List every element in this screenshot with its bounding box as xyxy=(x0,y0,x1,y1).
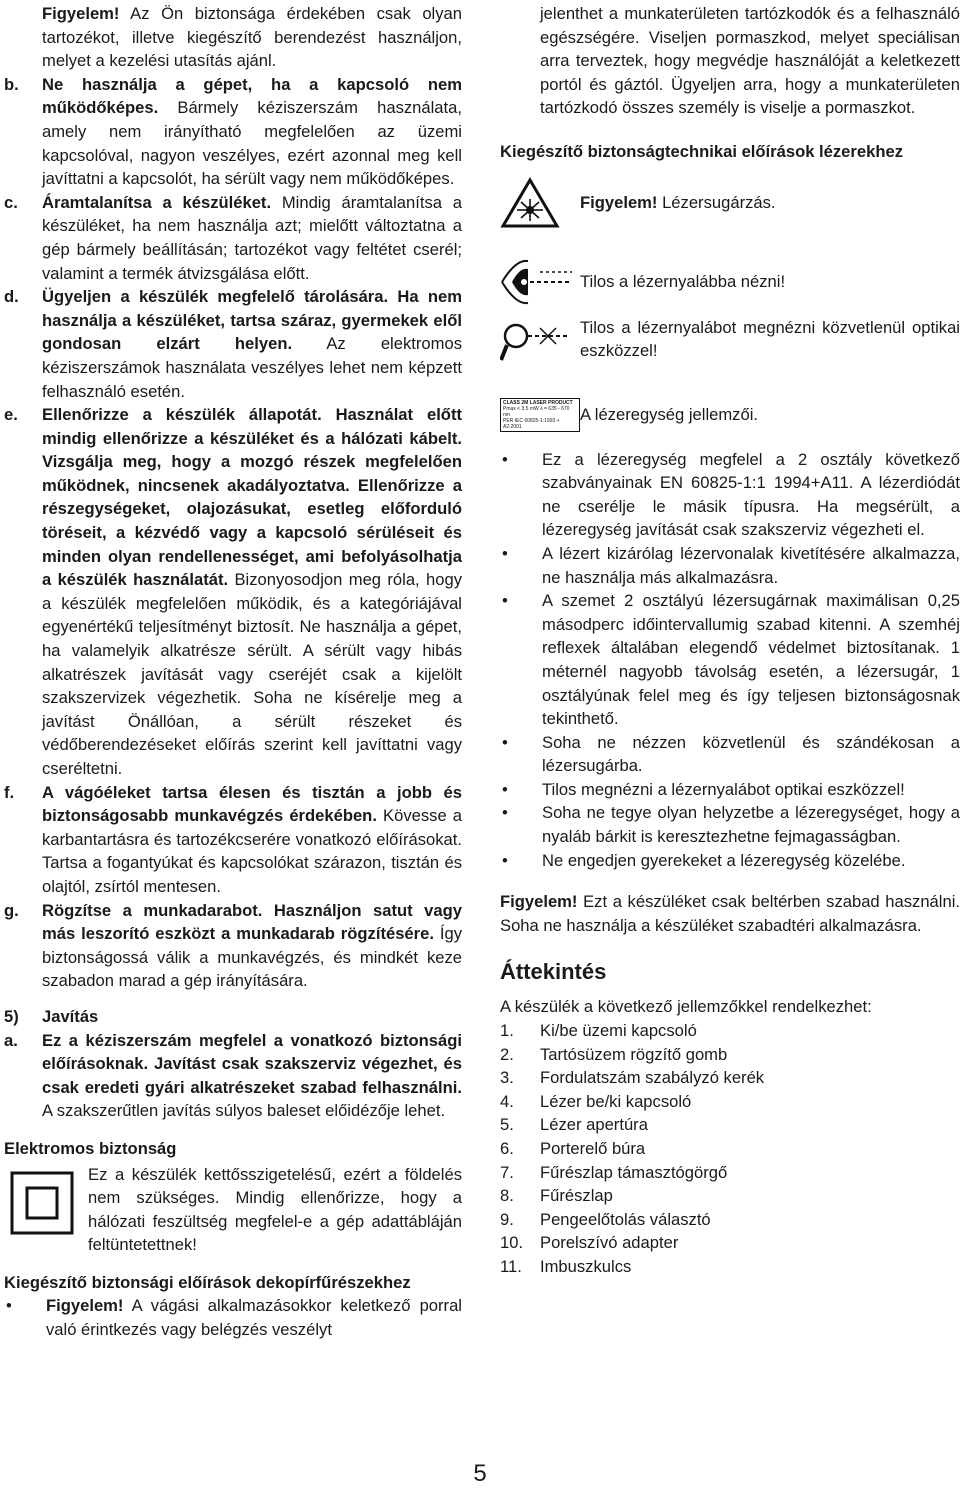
no-optics-row xyxy=(500,316,960,366)
list-item: • Soha ne nézzen közvetlenül és szándékosan a lézersugárba. xyxy=(502,732,960,776)
list-item: 4. Lézer be/ki kapcsoló xyxy=(500,1091,692,1111)
item-f xyxy=(4,781,462,899)
fretsaw-bold: Figyelem! xyxy=(46,1296,124,1316)
no-optics-text: Tilos a lézernyalábot megnézni közvetlenül optikai eszközzel! xyxy=(580,317,960,361)
list-item: 8. Fűrészlap xyxy=(500,1186,613,1206)
page-number: 5 xyxy=(473,1460,487,1487)
dust-continuation: jelenthet a munkaterületen tartózkodók és a felhasználó egészségére. Viseljen pormaszkod, melyet speciálisan arra terveztek, hogy megvédje használóját a keletkezett portól és gáztól. Ügyeljen arra, hogy a munkaterületen tartózkodó összes személy is viselje a pormaszkot. xyxy=(540,4,960,118)
fretsaw-heading: Kiegészítő biztonsági előírások dekopírfűrészekhez xyxy=(4,1272,411,1292)
item-g xyxy=(4,899,462,993)
indoor-bold: Figyelem! xyxy=(500,892,578,912)
item-label: c. xyxy=(4,192,18,212)
section-label: 5) xyxy=(4,1006,19,1026)
indoor-text: Ezt a készüléket csak beltérben szabad használni. Soha ne használja a készüléket szabadtéri alkalmazásra. xyxy=(500,892,960,935)
item-a-bold: Ez a kéziszerszám megfelel a vonatkozó biztonsági előírásoknak. Javítást csak szakszerviz végezhet, és csak eredeti gyári alkatrészeket szabad felhasználni. xyxy=(42,1030,462,1097)
item-c-text: Mindig áramtalanítsa a készüléket, ha nem használja azt; mielőtt változtatna a gép bármely beállításán; tartozékot vagy feltétet cserél; valamint a termék átvizsgálása előtt. xyxy=(42,192,462,283)
item-a-text: A szakszerűtlen javítás súlyos baleset előidézője lehet. xyxy=(42,1101,446,1121)
label-line-3: PER IEC 60825-1:1993 + A2:2001 xyxy=(503,417,560,430)
list-item: • A lézert kizárólag lézervonalak kivetítésére alkalmazza, ne használja más alkalmazásra. xyxy=(502,543,960,587)
section-title: Javítás xyxy=(42,1006,99,1026)
list-item: 5. Lézer apertúra xyxy=(500,1115,648,1135)
laser-warning-row xyxy=(500,174,960,232)
list-item: • Tilos megnézni a lézernyalábot optikai eszközzel! xyxy=(502,779,905,799)
item-e-text: Bizonyosodjon meg róla, hogy a készülék megfelelően működik, és a kategóriájával egyenértékű teljesítményt biztosít. Ne használja a gépet, ha valamelyik alkatrésze sérült. A sérült vagy hibás alkatrészek javítását vagy cseréjét csak a kijelölt szakszervizek végezhetik. Soha ne kísérelje meg a javítást Önállóan, a sérült részeket és védőberendezéseket előírás szerint kell javíttatni vagy cseréltetni. xyxy=(42,570,462,778)
section-5-heading xyxy=(4,1005,462,1029)
item-c xyxy=(4,191,462,285)
list-item: • A szemet 2 osztályú lézersugárnak maximálisan 0,25 másodperc időintervallumig szabad kitenni. A szemhéj reflexek általában elegendő védelmet biztosítanak. 1 méternél nagyobb távolság esetén, a lézersugár, 1 osztályúnak felel meg és így teljesen biztonságosnak tekinthető. xyxy=(502,591,960,729)
list-item: 11. Imbuszkulcs xyxy=(500,1256,632,1276)
laser-label-row xyxy=(500,398,960,432)
no-stare-text: Tilos a lézernyalábba nézni! xyxy=(580,271,786,291)
bullet-mark: • xyxy=(6,1296,12,1316)
list-item: 2. Tartósüzem rögzítő gomb xyxy=(500,1044,728,1064)
magnifier-laser-icon xyxy=(500,316,580,366)
indoor-warning xyxy=(500,890,960,937)
overview-intro: A készülék a következő jellemzőkkel rendelkezhet: xyxy=(500,997,872,1017)
item-f-bold: A vágóéleket tartsa élesen és tisztán a jobb és biztonságosabb munkavégzés érdekében. xyxy=(42,782,462,826)
item-label: g. xyxy=(4,900,19,920)
laser-warning-bold: Figyelem! xyxy=(580,192,658,212)
list-item: 1. Ki/be üzemi kapcsoló xyxy=(500,1021,697,1041)
fretsaw-bullet xyxy=(4,1294,462,1341)
item-label: e. xyxy=(4,405,18,425)
overview-title: Áttekintés xyxy=(500,959,607,985)
list-item: 3. Fordulatszám szabályzó kerék xyxy=(500,1068,765,1088)
item-d-text: Az elektromos kéziszerszámok használata veszélyes lehet nem képzett felhasználó esetén. xyxy=(42,334,462,401)
laser-class-label xyxy=(500,398,580,432)
item-b xyxy=(4,73,462,191)
list-item: 7. Fűrészlap támasztógörgő xyxy=(500,1162,728,1182)
laser-heading: Kiegészítő biztonságtechnikai előírások lézerekhez xyxy=(500,141,903,161)
list-item: • Ne engedjen gyerekeket a lézeregység közelébe. xyxy=(502,850,906,870)
laser-warning-text: Lézersugárzás. xyxy=(657,192,776,212)
double-insulation-icon xyxy=(10,1171,74,1235)
item-c-bold: Áramtalanítsa a készüléket. xyxy=(42,192,272,212)
electrical-text: Ez a készülék kettősszigetelésű, ezért a földelés nem szükséges. Mindig ellenőrizze, hogy a hálózati feszültség megfelel-e a gép adattábláján feltüntetettnek! xyxy=(88,1164,462,1255)
list-item: 9. Pengeelőtolás választó xyxy=(500,1209,711,1229)
left-column xyxy=(4,0,462,1342)
laser-bullets xyxy=(500,448,960,873)
item-d xyxy=(4,285,462,403)
electrical-heading: Elektromos biztonság xyxy=(4,1138,177,1158)
item-label: b. xyxy=(4,74,19,94)
item-g-text: Így biztonságossá válik a munkavégzés, és mindkét keze szabadon marad a gép irányítására. xyxy=(42,924,462,991)
item-d-bold: Ügyeljen a készülék megfelelő tárolására. Ha nem használja a készüléket, tartsa száraz, gyermekek elől gondosan elzárt helyen. xyxy=(42,287,462,354)
intro-paragraph xyxy=(4,2,462,73)
intro-bold: Figyelem! xyxy=(42,4,120,23)
item-b-bold: Ne használja a gépet, ha a kapcsoló nem működőképes. xyxy=(42,74,462,118)
item-a xyxy=(4,1029,462,1123)
list-item: • Ez a lézeregység megfelel a 2 osztály következő szabványainak EN 60825-1:1 1994+A11. A lézerdiódát ne cserélje le másik típusra. Ha megsérült, a lézeregység javítását csak szakszerviz végezheti el. xyxy=(502,449,960,540)
intro-text: Az Ön biztonsága érdekében csak olyan tartozékot, illetve kiegészítő berendezést használjon, melyet a kezelési utasítás ajánl. xyxy=(42,4,462,71)
label-line-2: Pmax < 3.5 mW λ = 635 - 670 nm xyxy=(503,405,570,418)
item-e xyxy=(4,403,462,781)
item-label: a. xyxy=(4,1030,18,1050)
list-item: 10. Porelszívó adapter xyxy=(500,1233,679,1253)
eye-laser-icon xyxy=(500,253,580,311)
laser-warning-icon xyxy=(500,177,580,229)
item-label: f. xyxy=(4,782,15,802)
item-label: d. xyxy=(4,287,19,307)
overview-list xyxy=(500,1019,960,1279)
label-line-1: CLASS 2M LASER PRODUCT xyxy=(503,399,573,406)
electrical-block xyxy=(4,1163,462,1257)
list-item: • Soha ne tegye olyan helyzetbe a lézeregységet, hogy a nyaláb bárkit is keresztezhetne fejmagasságban. xyxy=(502,803,960,847)
list-item: 6. Porterelő búra xyxy=(500,1139,646,1158)
item-g-bold: Rögzítse a munkadarabot. Használjon satut vagy más leszorító eszközt a munkadarab rögzítésére. xyxy=(42,900,462,944)
item-e-bold: Ellenőrizze a készülék állapotát. Használat előtt mindig ellenőrizze a készüléket és a hálózati kábelt. Vizsgálja meg, hogy a mozgó részek megfelelően működnek, nincsenek akadályoztatva. Ellenőrizze a részegységeket, olajozásukat, esetleg előforduló töréseit, a kézvédő vagy a kapcsoló sérüléseit és minden olyan rendellenességet, ami befolyásolhatja a készülék használatát. xyxy=(42,405,462,590)
item-f-text: Kövesse a karbantartásra és tartozékcserére vonatkozó előírásokat. Tartsa a fogantyúkat és kapcsolókat szárazon, tisztán és olajtól, zsírtól mentesen. xyxy=(42,806,462,896)
right-column xyxy=(500,0,960,1279)
label-caption: A lézeregység jellemzői. xyxy=(580,404,759,424)
no-stare-row xyxy=(500,252,960,312)
item-b-text: Bármely kéziszerszám használata, amely nem irányítható megfelelően az üzemi kapcsolóval, nagyon veszélyes, ezért azonnal meg kell javíttatni a kapcsolót, ha sérült vagy nem működőképes. xyxy=(42,98,462,189)
fretsaw-text: A vágási alkalmazásokkor keletkező porral való érintkezés vagy belégzés veszélyt xyxy=(46,1296,462,1340)
